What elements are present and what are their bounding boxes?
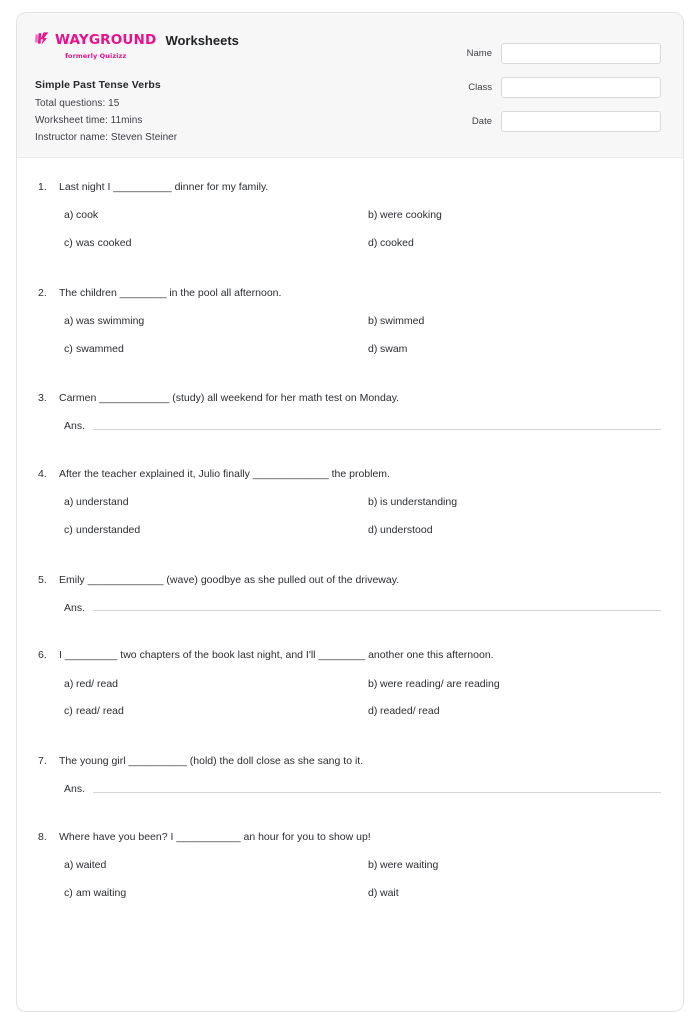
option-letter: c) [64, 705, 73, 718]
answer-option[interactable] [59, 677, 363, 692]
worksheets-label: Worksheets [165, 33, 239, 48]
option-text: were cooking [380, 209, 442, 222]
option-text: understanded [76, 523, 141, 536]
question-item [33, 830, 667, 936]
answer-option[interactable] [59, 314, 363, 329]
option-text: read/ read [76, 705, 124, 718]
date-field-row [462, 111, 661, 132]
question-number: 4. [38, 468, 47, 480]
option-text: was swimming [76, 314, 145, 327]
worksheet-title: Simple Past Tense Verbs [35, 79, 161, 91]
answer-label: Ans. [64, 783, 86, 796]
option-letter: a) [64, 496, 74, 509]
answer-option[interactable] [363, 314, 667, 329]
worksheet-header [17, 13, 683, 158]
option-text: readed/ read [380, 705, 440, 718]
question-head [33, 648, 667, 663]
answer-option[interactable] [59, 236, 363, 251]
answer-option[interactable] [363, 208, 667, 223]
question-head [33, 830, 667, 845]
option-text: were reading/ are reading [380, 677, 500, 690]
question-number: 1. [38, 181, 47, 193]
question-head [33, 180, 667, 195]
answer-option[interactable] [363, 342, 667, 357]
question-spacer [33, 437, 667, 467]
option-letter: c) [64, 523, 73, 536]
worksheet-meta [35, 79, 239, 143]
question-item [33, 286, 667, 392]
option-text: swimmed [380, 314, 425, 327]
answer-option[interactable] [59, 886, 363, 901]
answer-option[interactable] [363, 677, 667, 692]
option-text: cooked [380, 236, 414, 249]
question-number: 3. [38, 392, 47, 405]
class-input[interactable] [501, 77, 661, 98]
option-letter: a) [64, 677, 74, 690]
wayground-logo[interactable] [35, 31, 156, 60]
question-spacer [33, 369, 667, 391]
option-list [33, 495, 667, 550]
answer-option[interactable] [59, 704, 363, 719]
answer-row[interactable] [33, 602, 667, 615]
option-list [33, 314, 667, 369]
question-head [33, 573, 667, 588]
option-text: swam [380, 342, 408, 355]
option-letter: b) [368, 859, 378, 872]
question-spacer [33, 551, 667, 573]
option-text: waited [76, 859, 107, 872]
name-input[interactable] [501, 43, 661, 64]
student-info-fields [462, 29, 665, 132]
option-text: were waiting [380, 859, 439, 872]
class-field-row [462, 77, 661, 98]
option-text: red/ read [76, 677, 119, 690]
option-text: cook [76, 209, 99, 222]
question-item [33, 391, 667, 467]
question-item [33, 648, 667, 754]
answer-option[interactable] [59, 495, 363, 510]
question-item [33, 573, 667, 649]
question-number: 5. [38, 573, 47, 586]
option-text: am waiting [76, 886, 127, 899]
option-letter: d) [368, 342, 378, 355]
question-spacer [33, 913, 667, 935]
option-text: understand [76, 496, 129, 509]
option-letter: a) [64, 314, 74, 327]
question-head [33, 391, 667, 406]
question-number: 6. [38, 649, 47, 662]
answer-write-line[interactable] [93, 792, 661, 793]
option-letter: b) [368, 209, 378, 222]
question-spacer [33, 618, 667, 648]
total-questions: Total questions: 15 [35, 98, 120, 109]
question-spacer [33, 264, 667, 286]
logo-wordmark: WAYGROUND [55, 32, 157, 49]
option-text: swammed [76, 342, 124, 355]
option-letter: d) [368, 236, 378, 249]
option-letter: c) [64, 342, 73, 355]
option-letter: b) [368, 677, 378, 690]
option-text: was cooked [76, 236, 132, 249]
question-head [33, 286, 667, 301]
option-text: is understanding [380, 496, 458, 509]
question-text: Last night I __________ dinner for my family. [59, 181, 269, 193]
question-text: The children ________ in the pool all afternoon. [59, 286, 282, 299]
answer-option[interactable] [59, 208, 363, 223]
question-item [33, 754, 667, 830]
option-list [33, 677, 667, 732]
question-text: After the teacher explained it, Julio finally _____________ the problem. [59, 468, 390, 480]
option-letter: c) [64, 236, 73, 249]
logo-line [35, 32, 156, 50]
question-item [33, 180, 667, 286]
question-spacer [33, 732, 667, 754]
answer-write-line[interactable] [93, 429, 661, 430]
answer-row[interactable] [33, 783, 667, 796]
option-letter: a) [64, 859, 74, 872]
answer-option[interactable] [363, 858, 667, 873]
name-label: Name [466, 48, 492, 59]
question-text: Emily _____________ (wave) goodbye as she pulled out of the driveway. [59, 573, 400, 586]
class-label: Class [468, 82, 492, 93]
answer-row[interactable] [33, 420, 667, 433]
option-list [33, 208, 667, 263]
option-text: wait [380, 886, 399, 899]
question-text: Where have you been? I ___________ an hour for you to show up! [59, 830, 371, 843]
question-item [33, 467, 667, 573]
worksheet-time: Worksheet time: 11mins [35, 115, 143, 126]
answer-option[interactable] [363, 886, 667, 901]
question-head [33, 754, 667, 769]
question-text: Carmen ____________ (study) all weekend for her math test on Monday. [59, 392, 400, 405]
option-letter: a) [64, 209, 74, 222]
option-letter: d) [368, 705, 378, 718]
answer-label: Ans. [64, 601, 86, 614]
question-spacer [33, 800, 667, 830]
question-number: 7. [38, 755, 47, 767]
answer-option[interactable] [363, 236, 667, 251]
answer-write-line[interactable] [93, 610, 661, 611]
answer-label: Ans. [64, 420, 86, 433]
answer-option[interactable] [59, 523, 363, 538]
date-label: Date [471, 116, 492, 127]
option-letter: b) [368, 496, 378, 509]
option-letter: d) [368, 886, 378, 899]
question-text: The young girl __________ (hold) the doll close as she sang to it. [59, 755, 364, 767]
header-left [35, 29, 239, 143]
wayground-bolt-logo-icon [35, 32, 52, 50]
option-letter: d) [368, 523, 378, 536]
date-input[interactable] [501, 111, 661, 132]
question-number: 8. [38, 830, 47, 843]
name-field-row [462, 43, 661, 64]
question-text: I _________ two chapters of the book last night, and I'll ________ another one this afternoon. [59, 649, 494, 662]
instructor-name: Instructor name: Steven Steiner [35, 132, 178, 143]
logo-subtitle: formerly Quizizz [65, 52, 127, 60]
question-number: 2. [38, 286, 47, 299]
worksheet-card [16, 12, 684, 1012]
answer-option[interactable] [59, 342, 363, 357]
option-text: understood [380, 523, 433, 536]
answer-option[interactable] [59, 858, 363, 873]
option-list [33, 858, 667, 913]
option-letter: b) [368, 314, 378, 327]
question-head [33, 467, 667, 482]
answer-option[interactable] [363, 523, 667, 538]
questions-container [17, 158, 683, 935]
brand-row [35, 31, 239, 60]
answer-option[interactable] [363, 495, 667, 510]
option-letter: c) [64, 886, 73, 899]
answer-option[interactable] [363, 704, 667, 719]
